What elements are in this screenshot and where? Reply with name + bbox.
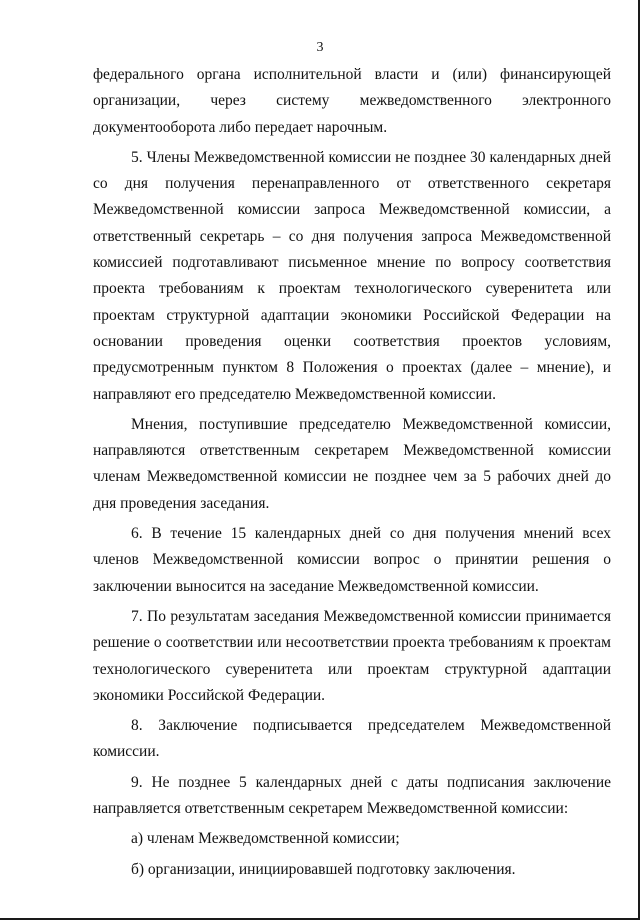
paragraph-continuation: федерального органа исполнительной власти и (или) финансирующей организации, через систему межведомственного электронного документооборота либо передает нарочным. — [93, 66, 611, 136]
document-body — [93, 62, 611, 883]
paragraph-subitem-a: а) членам Межведомственной комиссии; — [131, 830, 400, 848]
paragraph-item-6: 6. В течение 15 календарных дней со дня получения мнений всех членов Межведомственной комиссии вопрос о принятии решения о заключении выносится на заседание Межведомственной комиссии. — [93, 525, 611, 595]
paragraph-item-8: 8. Заключение подписывается председателем Межведомственной комиссии. — [93, 717, 611, 761]
paragraph-item-9: 9. Не позднее 5 календарных дней с даты подписания заключение направляется ответственным секретарем Межведомственной комиссии: — [93, 773, 611, 818]
page-number: 3 — [316, 40, 324, 55]
paragraph-item-5: 5. Члены Межведомственной комиссии не позднее 30 календарных дней со дня получения перенаправленного от ответственного секретаря Межведомственной комиссии запроса Межведомственной комиссии, а ответственный секретарь – со дня получения запроса Межведомственной комиссией подготавливают письменное мнение по вопросу соответствия проекта требованиям к проектам технологического суверенитета или проектам структурной адаптации экономики Российской Федерации на основании проведения оценки соответствия проектов условиям, предусмотренным пунктом 8 Положения о проектах (далее – мнение), и направляют его председателю Межведомственной комиссии. — [93, 148, 611, 403]
paragraph-subitem-b: б) организации, инициировавшей подготовку заключения. — [131, 860, 516, 878]
paragraph-item-7: 7. По результатам заседания Межведомственной комиссии принимается решение о соответствии или несоответствии проекта требованиям к проектам технологического суверенитета или проектам структурной адаптации экономики Российской Федерации. — [93, 607, 611, 704]
paragraph-opinions: Мнения, поступившие председателю Межведомственной комиссии, направляются ответственным секретарем Межведомственной комиссии членам Межведомственной комиссии не позднее чем за 5 рабочих дней до дня проведения заседания. — [93, 415, 611, 512]
